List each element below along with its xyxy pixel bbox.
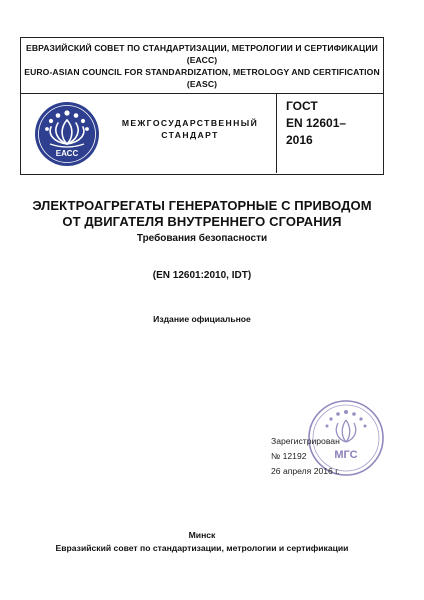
- logo-text: ЕАСС: [55, 149, 79, 158]
- council-name-ru: ЕВРАЗИЙСКИЙ СОВЕТ ПО СТАНДАРТИЗАЦИИ, МЕТРОЛОГИИ И СЕРТИФИКАЦИИ: [26, 43, 378, 53]
- document-title-line2: ОТ ДВИГАТЕЛЯ ВНУТРЕННЕГО СГОРАНИЯ: [62, 214, 342, 229]
- registration-date: 26 апреля 2016 г.: [271, 466, 340, 476]
- gost-year: 2016: [286, 133, 313, 147]
- reference-standard: (EN 12601:2010, IDT): [152, 270, 252, 281]
- gost-label: ГОСТ: [286, 99, 318, 113]
- document-title-line1: ЭЛЕКТРОАГРЕГАТЫ ГЕНЕРАТОРНЫЕ С ПРИВОДОМ: [32, 198, 372, 213]
- easc-logo: [33, 100, 101, 168]
- gost-number: EN 12601–: [286, 116, 347, 130]
- gost-column-divider: [276, 93, 277, 173]
- footer-city: Минск: [188, 530, 216, 540]
- council-abbr-ru: (ЕАСС): [186, 55, 218, 65]
- standard-kind-line2: СТАНДАРТ: [161, 130, 219, 140]
- edition-label: Издание официальное: [153, 314, 251, 324]
- header-divider: [20, 93, 384, 94]
- standard-kind-line1: МЕЖГОСУДАРСТВЕННЫЙ: [121, 118, 259, 128]
- footer-organization: Евразийский совет по стандартизации, метрологии и сертификации: [55, 543, 349, 553]
- registration-number: № 12192: [271, 451, 307, 461]
- registration-status: Зарегистрирован: [271, 436, 340, 446]
- council-name-en: EURO-ASIAN COUNCIL FOR STANDARDIZATION, METROLOGY AND CERTIFICATION: [24, 67, 380, 77]
- stamp-text: МГС: [334, 449, 358, 461]
- council-abbr-en: (EASC): [186, 79, 218, 89]
- document-subtitle: Требования безопасности: [136, 233, 268, 244]
